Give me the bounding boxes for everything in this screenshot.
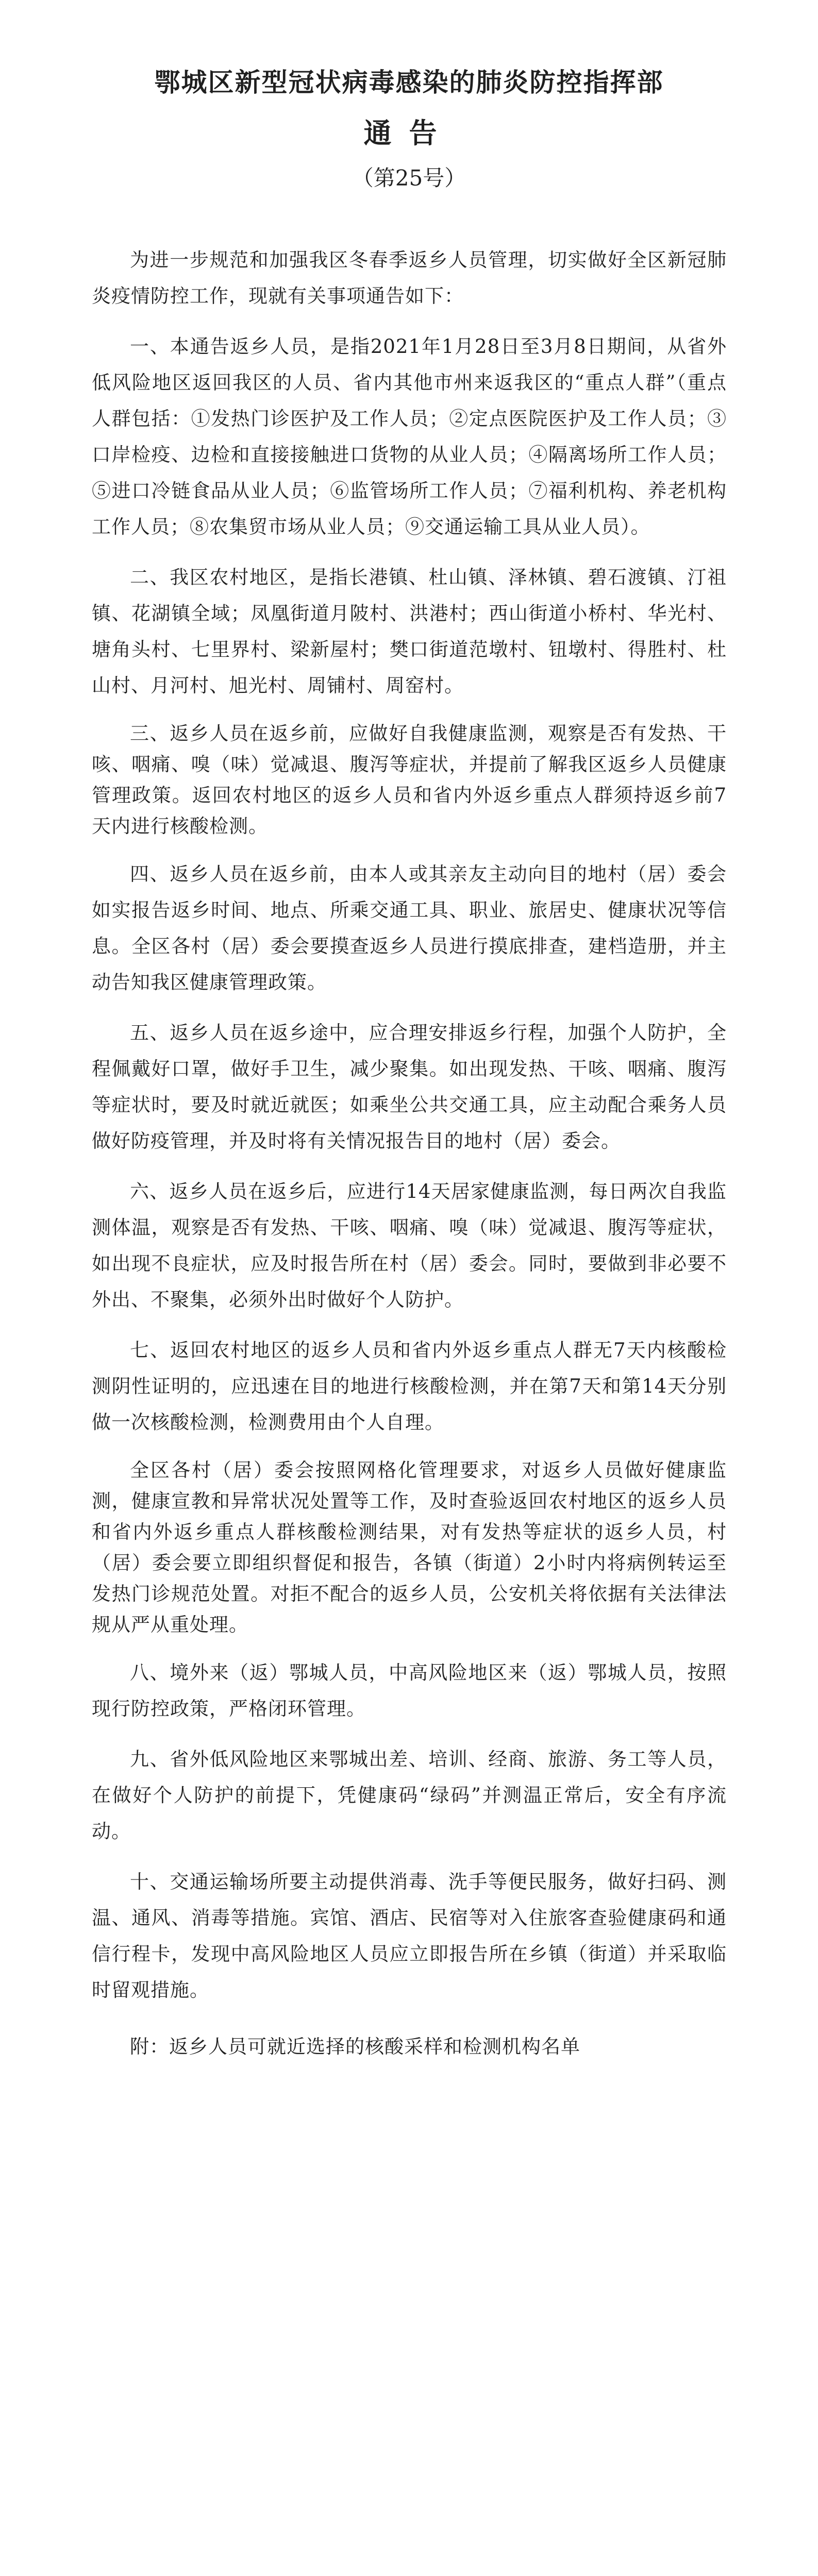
notice-body bbox=[92, 242, 727, 2079]
clause-8: 八、境外来（返）鄂城人员，中高风险地区来（返）鄂城人员，按照现行防控政策，严格闭环管理。 bbox=[92, 1662, 727, 1720]
notice-header bbox=[0, 0, 818, 195]
clause-4: 四、返乡人员在返乡前，由本人或其亲友主动向目的地村（居）委会如实报告返乡时间、地点、所乘交通工具、职业、旅居史、健康状况等信息。全区各村（居）委会要摸查返乡人员进行摸底排查，建档造册，并主动告知我区健康管理政策。 bbox=[92, 863, 727, 993]
clause-1: 一、本通告返乡人员，是指2021年1月28日至3月8日期间，从省外低风险地区返回我区的人员、省内其他市州来返我区的“重点人群”（重点人群包括：①发热门诊医护及工作人员；②定点医院医护及工作人员；③口岸检疫、边检和直接接触进口货物的从业人员；④隔离场所工作人员；⑤进口冷链食品从业人员；⑥监管场所工作人员；⑦福利机构、养老机构工作人员；⑧农集贸市场从业人员；⑨交通运输工具从业人员）。 bbox=[92, 335, 727, 538]
clause-6: 六、返乡人员在返乡后，应进行14天居家健康监测，每日两次自我监测体温，观察是否有发热、干咳、咽痛、嗅（味）觉减退、腹泻等症状，如出现不良症状，应及时报告所在村（居）委会。同时，要做到非必要不外出、不聚集，必须外出时做好个人防护。 bbox=[92, 1180, 727, 1311]
clause-3: 三、返乡人员在返乡前，应做好自我健康监测，观察是否有发热、干咳、咽痛、嗅（味）觉减退、腹泻等症状，并提前了解我区返乡人员健康管理政策。返回农村地区的返乡人员和省内外返乡重点人群须持返乡前7天内进行核酸检测。 bbox=[92, 722, 727, 837]
clause-7-detail: 全区各村（居）委会按照网格化管理要求，对返乡人员做好健康监测，健康宣教和异常状况处置等工作，及时查验返回农村地区的返乡人员和省内外返乡重点人群核酸检测结果，对有发热等症状的返乡人员，村（居）委会要立即组织督促和报告，各镇（街道）2小时内将病例转运至发热门诊规范处置。对拒不配合的返乡人员，公安机关将依据有关法律法规从严从重处理。 bbox=[92, 1459, 727, 1636]
attachment-note: 附：返乡人员可就近选择的核酸采样和检测机构名单 bbox=[130, 2036, 580, 2058]
clause-2: 二、我区农村地区，是指长港镇、杜山镇、泽林镇、碧石渡镇、汀祖镇、花湖镇全域；凤凰街道月陂村、洪港村；西山街道小桥村、华光村、塘角头村、七里界村、梁新屋村；樊口街道范墩村、钮墩村、得胜村、杜山村、月河村、旭光村、周铺村、周窑村。 bbox=[92, 566, 727, 697]
clause-10: 十、交通运输场所要主动提供消毒、洗手等便民服务，做好扫码、测温、通风、消毒等措施。宾馆、酒店、民宿等对入住旅客查验健康码和通信行程卡，发现中高风险地区人员应立即报告所在乡镇（街道）并采取临时留观措施。 bbox=[92, 1871, 727, 2001]
notice-org-title: 鄂城区新型冠状病毒感染的肺炎防控指挥部 bbox=[154, 67, 664, 97]
clause-5: 五、返乡人员在返乡途中，应合理安排返乡行程，加强个人防护，全程佩戴好口罩，做好手卫生，减少聚集。如出现发热、干咳、咽痛、腹泻等症状时，要及时就近就医；如乘坐公共交通工具，应主动配合乘务人员做好防疫管理，并及时将有关情况报告目的地村（居）委会。 bbox=[92, 1022, 727, 1152]
notice-title: 通告 bbox=[363, 116, 455, 149]
intro-paragraph: 为进一步规范和加强我区冬春季返乡人员管理，切实做好全区新冠肺炎疫情防控工作，现就有关事项通告如下： bbox=[92, 249, 727, 307]
clause-9: 九、省外低风险地区来鄂城出差、培训、经商、旅游、务工等人员，在做好个人防护的前提下，凭健康码“绿码”并测温正常后，安全有序流动。 bbox=[92, 1748, 727, 1842]
notice-number: （第25号） bbox=[352, 165, 466, 191]
clause-7: 七、返回农村地区的返乡人员和省内外返乡重点人群无7天内核酸检测阴性证明的，应迅速在目的地进行核酸检测，并在第7天和第14天分别做一次核酸检测，检测费用由个人自理。 bbox=[92, 1339, 727, 1433]
